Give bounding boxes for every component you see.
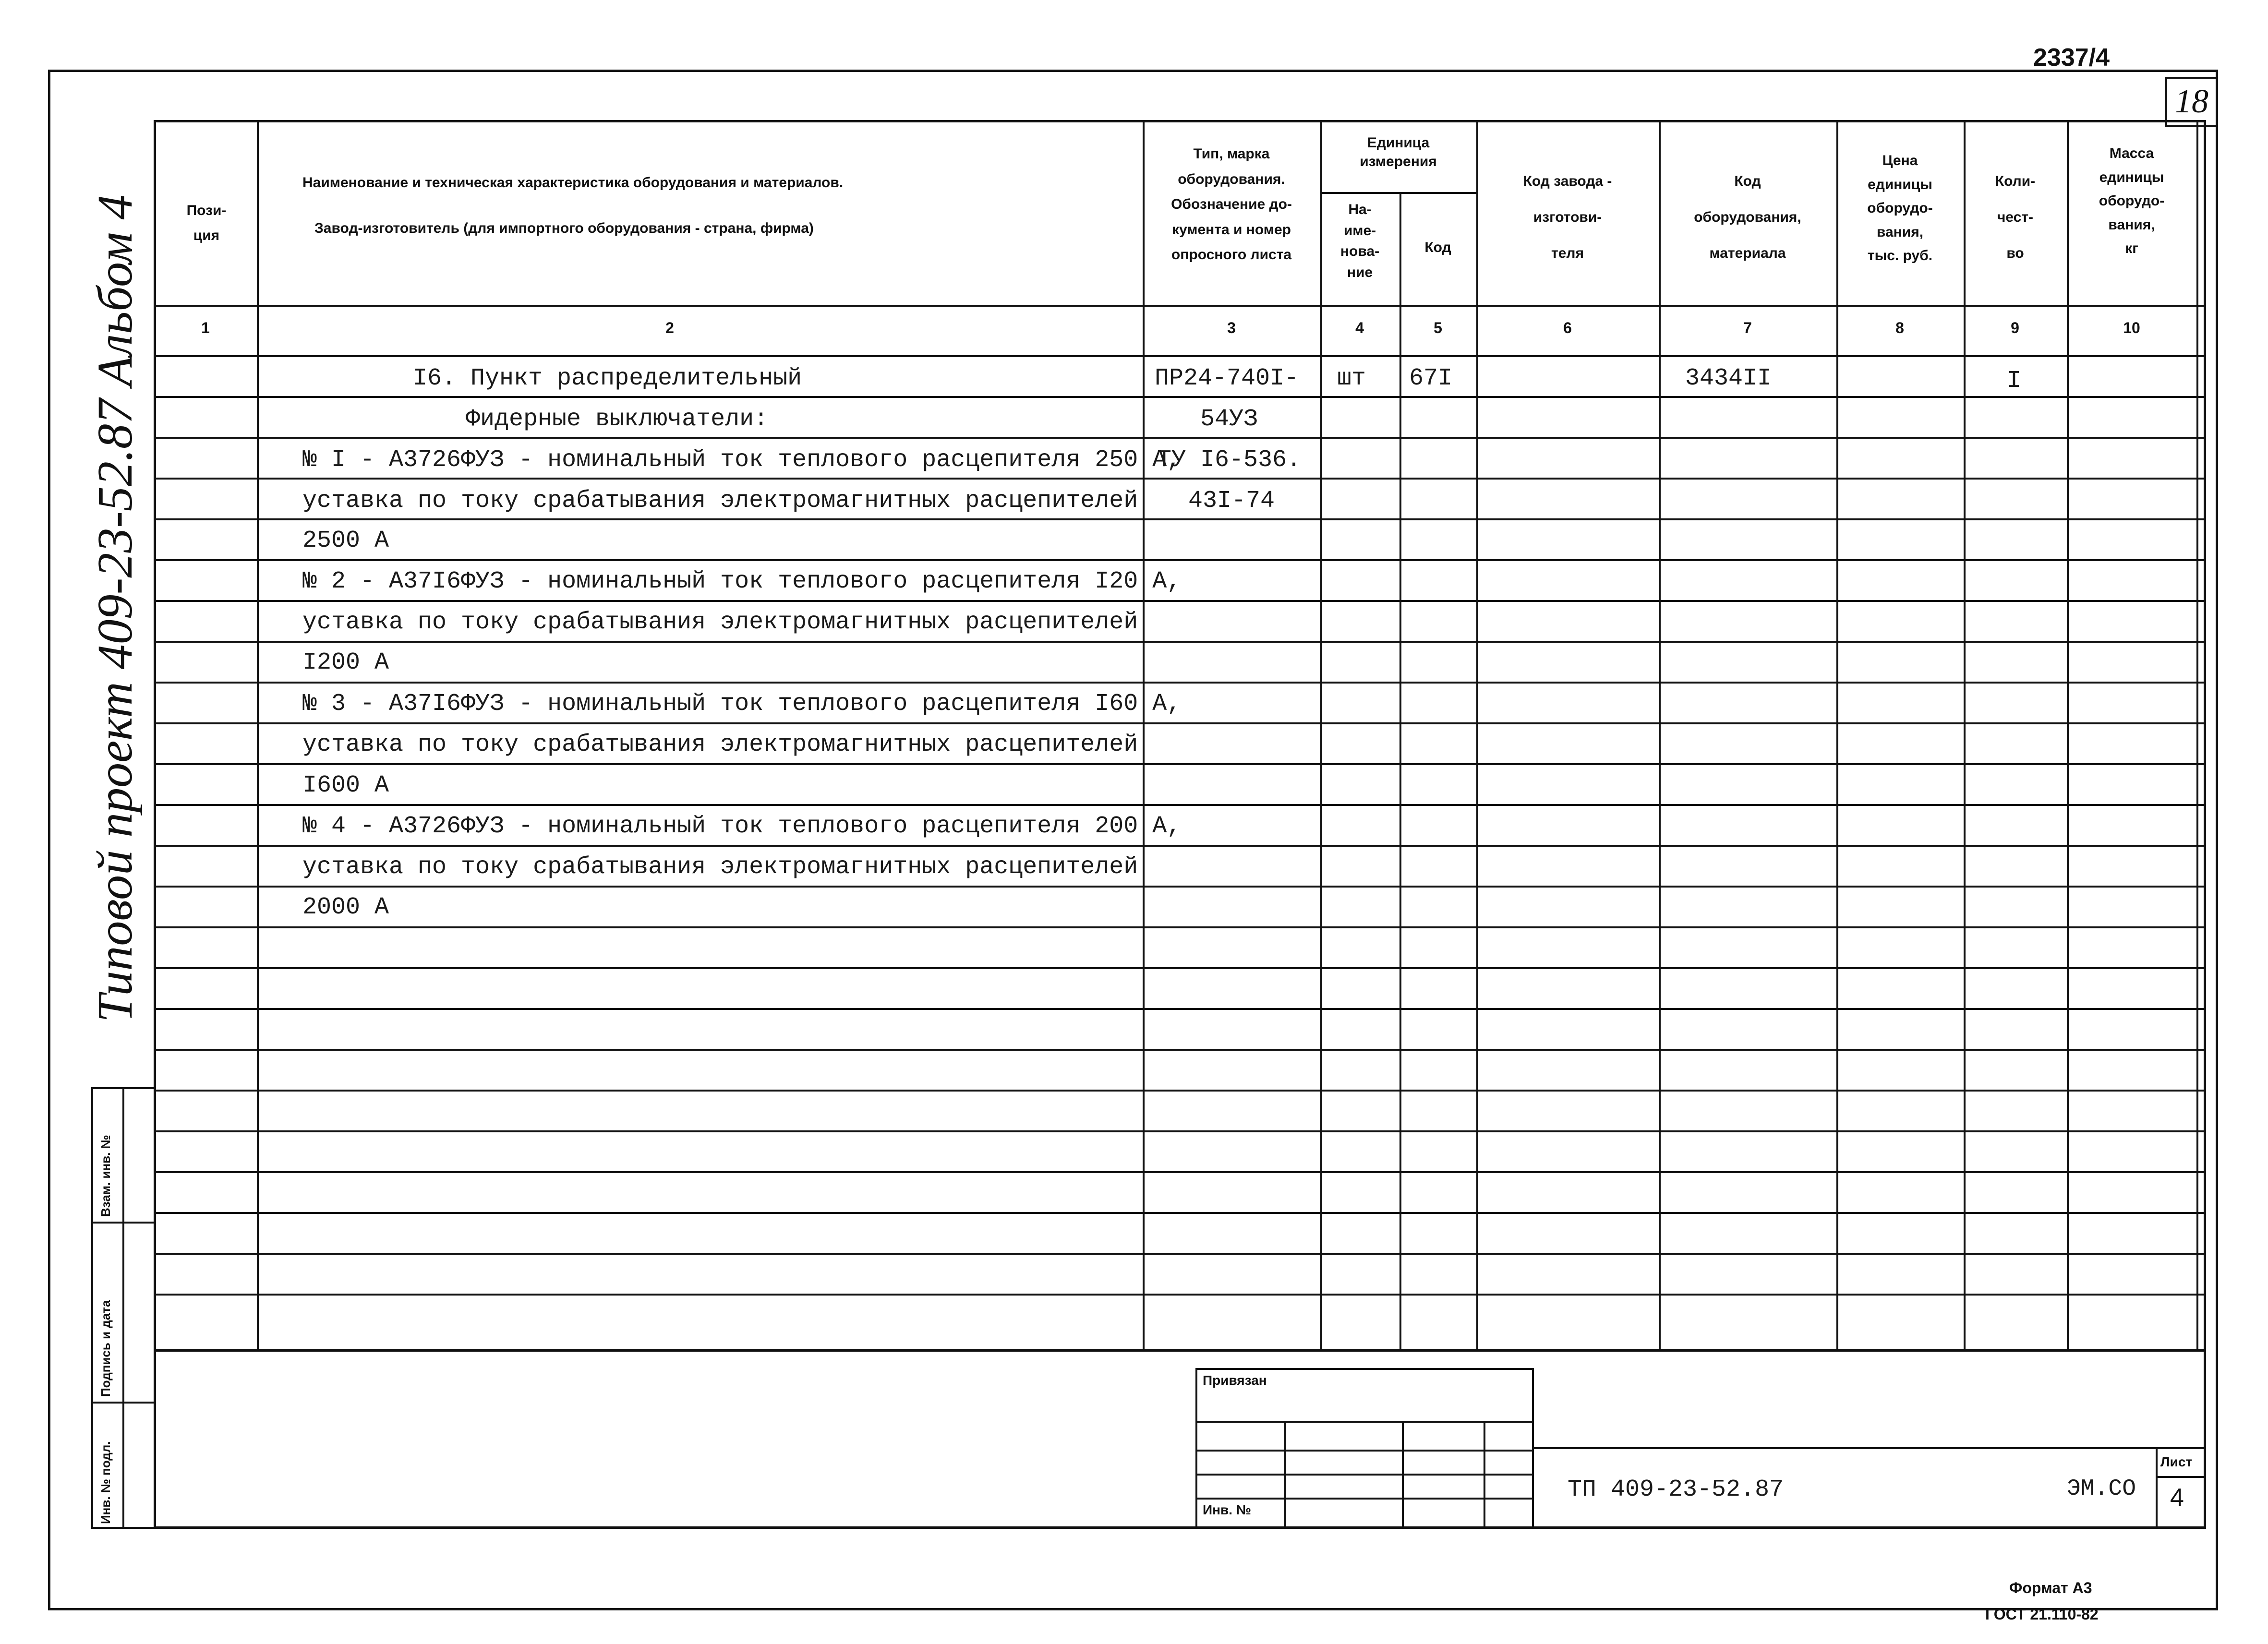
row-name: уставка по току срабатывания электромагнитных расцепителей bbox=[302, 731, 1138, 758]
colnum-5: 5 bbox=[1434, 319, 1442, 336]
sheet-corner-number: 18 bbox=[2175, 83, 2208, 120]
header-col10: Масса единицы оборудо- вания, кг bbox=[2099, 145, 2165, 256]
row-unit-code: 67I bbox=[1409, 365, 1453, 392]
colnum-4: 4 bbox=[1355, 319, 1364, 336]
header-bottom-line bbox=[154, 305, 2206, 307]
sheet-label: Лист bbox=[2160, 1454, 2193, 1469]
stamp-vzam-inv: Взам. инв. № bbox=[98, 1135, 113, 1217]
row-type: 54УЗ bbox=[1200, 406, 1258, 433]
row-name: I600 А bbox=[302, 772, 389, 799]
row-name: № 4 - А3726ФУЗ - номинальный ток теплового расцепителя 200 А, bbox=[302, 813, 1182, 840]
header-col7: Код оборудования, материала bbox=[1694, 173, 1801, 261]
header-col5: Код bbox=[1424, 240, 1451, 255]
row-name: уставка по току срабатывания электромагнитных расцепителей bbox=[302, 853, 1138, 881]
gost-label: ГОСТ 21.110-82 bbox=[1985, 1606, 2099, 1623]
header-col45-group: Единица измерения bbox=[1360, 135, 1437, 169]
colnum-3: 3 bbox=[1227, 319, 1236, 336]
format-label: Формат А3 bbox=[2009, 1579, 2092, 1596]
row-type: 43I-74 bbox=[1188, 487, 1275, 515]
stamp-podpis-data: Подпись и дата bbox=[98, 1300, 113, 1397]
row-material-code: 3434II bbox=[1685, 365, 1772, 392]
colnum-2: 2 bbox=[665, 319, 674, 336]
row-name: 2500 А bbox=[302, 527, 389, 554]
header-col6: Код завода - изготови- теля bbox=[1523, 173, 1612, 261]
header-col8: Цена единицы оборудо- вания, тыс. руб. bbox=[1867, 153, 1933, 264]
row-name: I6. Пункт распределительный bbox=[413, 365, 802, 392]
row-name: Фидерные выключатели: bbox=[466, 406, 769, 433]
row-type: ПР24-740I- bbox=[1155, 365, 1299, 392]
row-type: ТУ I6-536. bbox=[1157, 446, 1302, 474]
doc-mark: ЭМ.СО bbox=[2067, 1476, 2136, 1502]
title-strip-top bbox=[1534, 1447, 2206, 1449]
row-unit: шт bbox=[1337, 365, 1366, 392]
header-col2-line2: Завод-изготовитель (для импортного оборудования - страна, фирма) bbox=[314, 220, 814, 236]
header-col9: Коли- чест- во bbox=[1995, 173, 2036, 261]
colnum-1: 1 bbox=[201, 319, 210, 336]
colnum-9: 9 bbox=[2011, 319, 2019, 336]
colnum-7: 7 bbox=[1743, 319, 1752, 336]
colnum-6: 6 bbox=[1563, 319, 1572, 336]
row-name: № I - А3726ФУЗ - номинальный ток теплового расцепителя 250 А, bbox=[302, 446, 1182, 474]
colnum-10: 10 bbox=[2123, 319, 2140, 336]
row-qty: I bbox=[2007, 367, 2022, 395]
corner-code: 2337/4 bbox=[2033, 44, 2110, 72]
header-col2-line1: Наименование и техническая характеристика оборудования и материалов. bbox=[302, 175, 844, 191]
colnum-bottom-line bbox=[154, 355, 2206, 357]
header-col4: На- име- нова- ние bbox=[1340, 202, 1380, 280]
header-col1: Пози- ция bbox=[186, 202, 227, 243]
sheet-number: 4 bbox=[2170, 1484, 2184, 1512]
colnum-8: 8 bbox=[1895, 319, 1904, 336]
row-name: уставка по току срабатывания электромагнитных расцепителей bbox=[302, 487, 1138, 515]
row-name: № 3 - А37I6ФУЗ - номинальный ток теплового расцепителя I60 А, bbox=[302, 690, 1182, 718]
table-body-bottom bbox=[154, 1349, 2206, 1352]
row-name: 2000 А bbox=[302, 894, 389, 921]
doc-code: ТП 409-23-52.87 bbox=[1568, 1476, 1784, 1503]
privyazan-label: Привязан bbox=[1203, 1373, 1267, 1388]
side-title: Типовой проект 409-23-52.87 Альбом 4 bbox=[87, 194, 143, 1022]
row-name: уставка по току срабатывания электромагнитных расцепителей bbox=[302, 609, 1138, 636]
inv-no-label: Инв. № bbox=[1203, 1502, 1252, 1517]
row-name: I200 А bbox=[302, 649, 389, 676]
row-name: № 2 - А37I6ФУЗ - номинальный ток теплового расцепителя I20 А, bbox=[302, 568, 1182, 595]
stamp-inv-podl: Инв. № подл. bbox=[98, 1441, 113, 1524]
header-col3: Тип, марка оборудования. Обозначение до- кумента и номер опросного листа bbox=[1171, 146, 1292, 263]
